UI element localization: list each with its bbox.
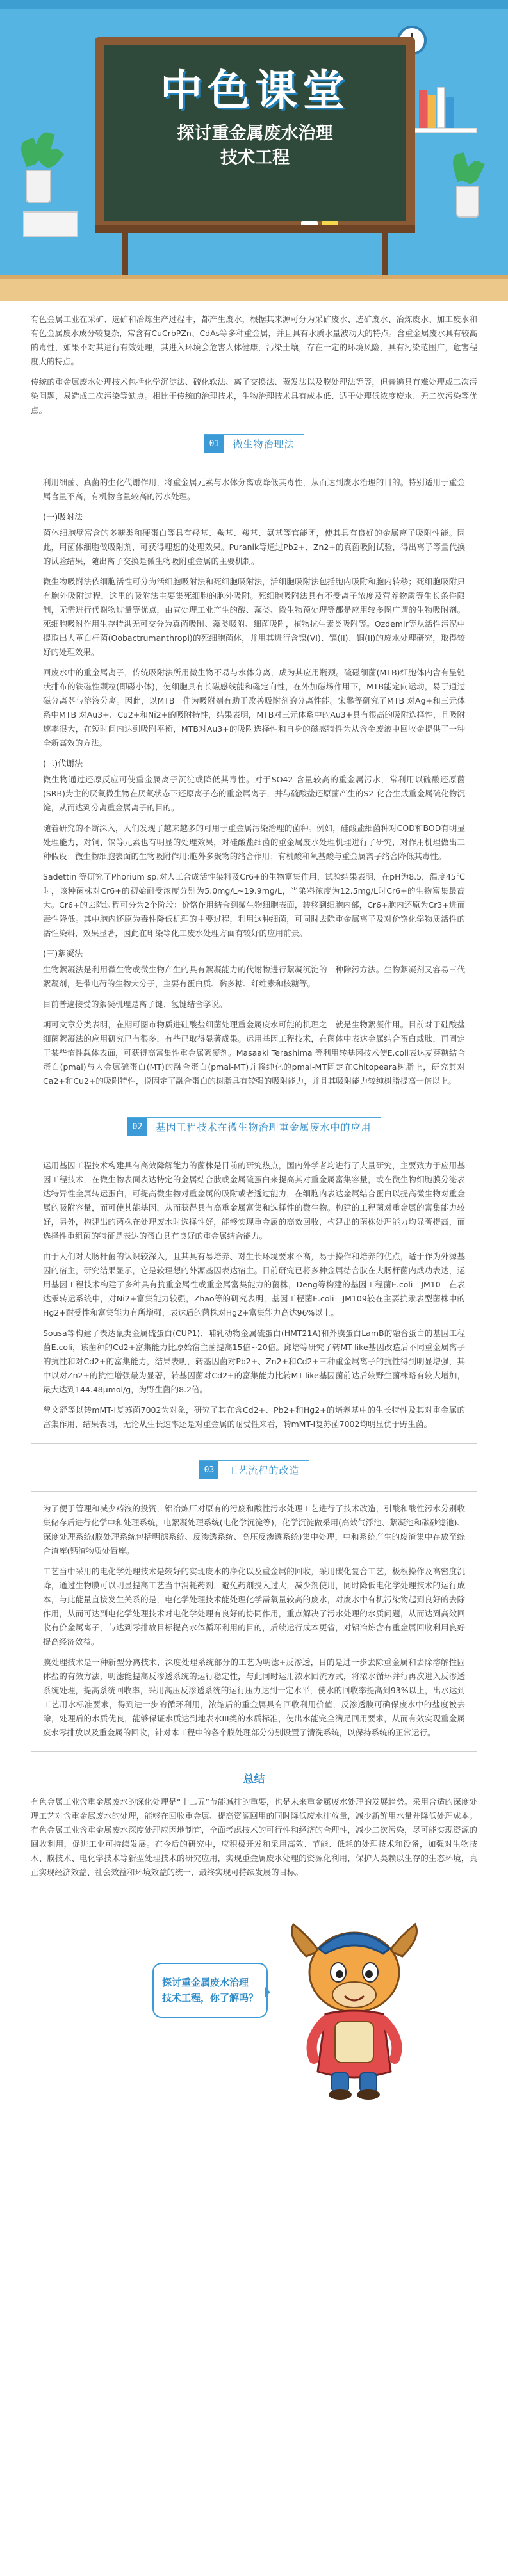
plant-icon (26, 170, 51, 203)
summary-paragraph: 有色金属工业含重金属废水的深化处理是“十二五”节能减排的重要，也是未来重金属废水处理的发展趋势。采用合适的深度处理工艺对含重金属废水的处理，能够在回收重金属、提高资源回用的同时降低废水排放量，减少新鲜用水量并降低处理成本。有色金属工业含重金属废水深度处理应因地制宜，全面考虑技术的可行性和经济的合理性，减少二次污染，尽可能实现资源的回收利用，促进工业可持续发展。在今后的研究中，应积极开发和采用高效、节能、低耗的处理技术和设备，加强对生物技术、膜技术、电化学技术等新型处理技术的研究应用，实现重金属废水处理的资源化利用，保护人类赖以生存的生态环境，真正实现经济效益、社会效益和环境效益的统一，最终实现可持续发展的目标。 (31, 1797, 477, 1877)
section-heading (31, 434, 477, 453)
section-heading (31, 1117, 477, 1136)
section-paragraph: 朝可文章分类表明，在期可图市物质进硅酸盐细菌处理重金属废水可能的机理之一就是生物絮凝作用。目前对于硅酸盐细菌絮凝法的应用研究已有很多，有些已取得显著成果。运用基因工程技术，在菌体中表达金属结合蛋白或肽，再固定于某些惰性载体表面，可获得高富集性重金属絮凝剂。Masaaki Terashima 等利用转基因技术使E.coli表达麦芽糖结合蛋白(pmal)与人金属硫蛋白(MT)的融合蛋白(pmal-MT)并将纯化的pmal-MT固定在Chitopeara树脂上，研究其对Ca2+和Cu2+的吸附特性，说固定了融合蛋白的树脂具有较强的吸附能力，并且其吸附能力较纯树脂提高十倍以上。 (43, 1020, 465, 1086)
section-heading (31, 1460, 477, 1479)
mascot-character (281, 1912, 428, 2104)
section-paragraph: Sadettin 等研究了Phorium sp.对人工合成活性染料及Cr6+的生物富集作用，试验结果表明，在pH为8.5，温度45℃时，该种菌株对Cr6+的初始耐受浓度分别为5.0mg/L~19.9mg/L，当染料浓度为12.5mg/L时Cr6+的生物富集最高大。Cr6+的去除过程可分为2个阶段：价铬作用结合到微生物细胞表面，转移到细胞内部，Cr6+胞内还原为Cr3+进而毒性降低。其中胞内还原为毒性降低机理的主要过程，利用这种细菌，可同时去除重金属离子及对价铬化学物质活性的活性染料，效果显著，因此在印染等化工废水处理方面有较好的应用前景。 (43, 872, 465, 938)
section-paragraph: 运用基因工程技术构建具有高效降解能力的菌株是目前的研究热点，国内外学者均进行了大量研究，主要致力于应用基因工程技术，在微生物表面表达特定的金属结合肽或金属硫蛋白来提高其对重金属富集容量，或在微生物细胞膜分泌表达特异性金属转运蛋白，可提高微生物对重金属的吸附或者透过能力，在细胞内表达金属结合蛋白以提高微生物对重金属的吸附容量，而可使其能基因，从而获得具有高重金属富集和选择性的微生物。构建的工程菌对重金属的富集能力较好，另外，构建出的菌株在处理废水时选择性好，能够实现重金属的高效回收，构建出的菌株处理能力均显著提高，而选择性重组菌的特征是表达的蛋白具有良好的重金属结合能力。 (43, 1161, 465, 1241)
desk-shape (23, 211, 78, 237)
shelf-shape (413, 128, 477, 133)
section-paragraph: 生物絮凝法是利用微生物或微生物产生的具有絮凝能力的代谢物进行絮凝沉淀的一种除污方法。生物絮凝剂又容易三代絮凝剂，是带电荷的生物大分子，主要有蛋白质、黏多糖、纤维素和核糖等。 (43, 965, 465, 988)
subsection-heading: (三)絮凝法 (43, 949, 83, 959)
intro-paragraph: 有色金属工业在采矿、选矿和冶炼生产过程中，都产生废水，根据其来源可分为采矿废水、选矿废水、冶炼废水、加工废水和有色金属废水成分较复杂，常含有CuCrbPZn、CdAs等多种重金属，并且具有水质水量波动大的特点。含重金属废水具有较高的毒性，如果不对其进行有效处理，其进入环境会危害人体健康，污染土壤，存在一定的环境风险，具有污染范围广，危害程度大的特点。 (31, 314, 477, 366)
easel-leg (122, 233, 128, 279)
section-pill (204, 434, 304, 453)
section-number: 03 (199, 1461, 218, 1479)
section-paragraph: 曾文舒等以转mMT-Ⅰ复苏菌7002为对象，研究了其在含Cd2+、Pb2+和Hg2+的培养基中的生长特性及其对重金属的富集作用，结果表明，无论从生长速率还是对重金属的耐受性来看，转mMT-Ⅰ复苏菌7002均明显优于野生菌。 (43, 1405, 465, 1429)
plant-icon (456, 186, 479, 218)
banner-subtitle-line2: 技术工程 (220, 148, 290, 168)
speech-bubble (152, 1963, 268, 2018)
section-paragraph: 利用细菌、真菌的生化代谢作用，将重金属元素与水体分离或降低其毒性，从而达到废水治理的目的。特别适用于重金属含量不高，有机物含量较高的污水处理。 (43, 478, 465, 501)
article-body (0, 312, 508, 2161)
section-paragraph: 随着研究的不断深入，人们发现了越来越多的可用于重金属污染治理的菌种。例如，硅酸盐细菌种对COD和BOD有明显处理能力，对铜、镉等元素也有明显的处理效果，对硅酸盐细菌的重金属废水处理机理进行了研究，对作用机理做出三种假设：微生物细胞表面的生物吸附作用;胞外多聚物的络合作用；有机酸和氧基酸与重金属离子络合降低其毒性。 (43, 823, 465, 861)
section-paragraph: 为了便于管理和减少药液的投资，铝冶炼厂对原有的污废和酸性污水处理工艺进行了技术改造，引酸和酸性污水分别收集储存后进行化学中和处理系统，电絮凝处理系统(电化学沉淀等)，化学沉淀做采用(高效气浮池、絮凝池和碳砂滤池)、深度处理系统(膜处理系统包括明滤系统、反渗透系统、高压反渗透系统)集中处理，中和系统产生的废渣集中存放至综合渣库(钙渣物质处置库。 (43, 1504, 465, 1556)
banner-title: 中色课堂 (160, 66, 350, 115)
section-paragraph: 微生物吸附法依细胞活性可分为活细胞吸附法和死细胞吸附法，活细胞吸附法包括胞内吸附和胞内转移；死细胞吸附只有胞外吸附过程，这里的吸附法主要集死细胞的胞外吸附。死细胞吸附法具有不受离子浓度及营养物质等生长条件限制，无需进行代谢物过量等优点，由宣处理工业产生的酸、藻类、微生物预处理等都是应用较多图广谓的生物吸附剂。死细胞吸附作用生存特洪无可交分为真菌吸附、藻类吸附、细菌吸附，植物抗生素类吸附等。Ozdemir等从活性污泥中提取出人革白杆菌(Oobactrumanthropi)的死细胞菌体，并用其进行含镍(VI)、镉(II)、铜(II)的废水处理研究，取得较好的处理效果。 (43, 577, 465, 657)
section-title: 工艺流程的改造 (227, 1464, 300, 1476)
mascot-area (31, 1886, 477, 2161)
section-box (31, 465, 477, 1100)
banner-subtitle (104, 122, 406, 170)
section-paragraph: 回废水中的重金属离子，传统吸附法所用微生物不易与水体分离，成为其应用瓶颈。硫磁细菌(MTB)细胞体内含有呈链状排布的铁磁性颗粒(即磁小体)，使细胞具有长磁感线能和磁定向性，在外加磁场作用下，MTB能定向运动，易于通过磁分离器与溶液分离。因此，以MTB 作为吸附剂有助于改善吸附剂的分离性能。宋馨等研究了MTB 对Ag+和三元体系中MTB 对Au3+、Cu2+和Ni2+的吸附特性，结果表明，MTB对三元体系中的Au3+具有很高的吸附选择性，且吸附速率很大，在短时间内达到吸附平衡，MTB对Au3+的吸附选择性和自身的磁感特性为从含金废液中回收金提供了一种全新高效的方法。 (43, 668, 465, 748)
section-paragraph: 目前普遍接受的絮凝机理是离子键、氢键结合学说。 (43, 999, 227, 1009)
books-icon (416, 83, 474, 128)
chalk-shape (322, 221, 338, 225)
banner-top-strip (0, 0, 508, 9)
subsection-heading: (一)吸附法 (43, 513, 83, 522)
section-paragraph: 工艺当中采用的电化学处理技术是较好的实现废水的净化以及重金属的回收，采用碳化复合工艺，极板操作及高密度沉降，通过生物膜可以明显提高工艺当中消耗药剂，避免药剂投入过大，减少剂使用，同时降低电化学处理技术的运行成本，与此能量直接发生关系的是，电化学处理技术能处理化学需氧量较高的废水，对废水中有机污染物起到良好的去除作用，从而可达到电化学处理技术对电化学处理有良好的协同作用，重点解决了污水处理的水质问题，从而达到高效回收有价金属离子，与达到零排放目标提高水体循环利用的目的，后续运行成本更省，对铝冶炼含有重金属回收利用良好提高经济效益。 (43, 1566, 465, 1646)
section-title: 微生物治理法 (233, 438, 295, 450)
chalk-tray (95, 225, 415, 233)
bubble-line1: 探讨重金属废水治理 (161, 1977, 249, 1988)
section-box (31, 1148, 477, 1444)
section-title: 基因工程技术在微生物治理重金属废水中的应用 (156, 1121, 372, 1133)
section-paragraph: 微生物通过还原反应可使重金属离子沉淀或降低其毒性。对于SO42-含量较高的重金属污水，常利用以硫酸还原菌(SRB)为主的厌氧微生物在厌氧状态下还原离子态的重金属离子，并与硫酸盐还原菌产生的S2-化合生成重金属硫化物沉淀，从而达到分离重金属离子的目的。 (43, 775, 465, 812)
section-paragraph: 由于人们对大肠杆菌的认识较深入，且其具有易培养、对生长环境要求不高，易于操作和培养的优点，适于作为外源基因的宿主，研究结果显示，它是较理想的外源基因表达宿主。目前研究已将多种金属结合肽在大肠杆菌内成功表达，运用基因工程技术构建了多种具有抗重金属性或重金属富集能力的菌株，Deng等构建的基因工程菌E.coli JM10 在表达汞转运系统中，对Ni2+富集能力较强，Zhao等的研究表明，基因工程菌E.coli JM109较在主要抗汞表型菌株中的Hg2+耐受性和富集能力有所增强，表达后的菌株对Hg2+富集能力高达96%以上。 (43, 1252, 465, 1317)
bubble-line2: 技术工程，你了解吗？ (161, 1992, 258, 2004)
section-paragraph: 菌体细胞壁富含的多糖类和硬蛋白等具有羟基、羰基、羧基、氨基等官能团，使其具有良好的金属离子吸附性能。因此，用菌体细胞做吸附剂，可获得理想的处理效果。Puranik等通过Pb2+、Zn2+的真菌吸附试验，得出离子等量代换的试验结果，随出离子交换是微生物吸附重金属的主要机制。 (43, 528, 465, 566)
header-banner (0, 0, 508, 301)
section-pill (127, 1117, 381, 1136)
chalk-shape (301, 221, 318, 225)
speech-bubble-text (162, 1975, 258, 2006)
section-number: 01 (204, 435, 224, 453)
section-box (31, 1491, 477, 1752)
easel-leg (382, 233, 388, 279)
section-pill (199, 1460, 309, 1479)
section-number: 02 (127, 1118, 147, 1136)
floor (0, 279, 508, 301)
section-paragraph: 膜处理技术是一种新型分离技术，深度处理系统部分的工艺为明滤+反渗透，目的是进一步去除重金属和去除溶解性固体盐的有效方法，明滤能提高反渗透系统的运行稳定性，与此同时运用浓水回流方式，将浓水循环并行再次进入反渗透系统处理，提高系统回收率，采用高压反渗透系统的运行压力达到一定水平，使水的回收率提高到93%以上，出水达到工艺用水标准要求，得到进一步的循环利用，浓缩后的重金属具有回收利用价值，反渗透膜可确保废水中的盐度被去除，处理后的水质优良，能够保证水质达到地表水III类的水质标准，使出水能完全满足回用要求，从而有效实现重金属废水零排放以及重金属的回收，针对本工程中的各个膜处理部分分别设置了清洗系统，以保持系统的正常运行。 (43, 1657, 465, 1737)
section-paragraph: Sousa等构建了表达鼠类金属硫蛋白(CUP1)、哺乳动物金属硫蛋白(HMT21A)和外膜蛋白LamB的融合蛋白的基因工程菌E.coli，该菌种的Cd2+富集能力比原始宿主菌提高15倍~20倍。邱培等研究了转MT-like基因改造后不同重金属离子的抗性和对Cd2+的富集能力，结果表明，转基因菌对Pb2+、Zn2+和Cd2+三种重金属离子的抗性得到明显增强，其中以对Zn2+的抗性增强最为显著，转基因菌对Cd2+的富集能力比转MT-like基因菌前达后较野生菌株略有较大增加，最大达到144.48μmol/g，为野生菌的8.2倍。 (43, 1328, 465, 1394)
subsection-heading: (二)代谢法 (43, 759, 83, 769)
summary-title: 总结 (243, 1773, 265, 1786)
intro-paragraph: 传统的重金属废水处理技术包括化学沉淀法、硫化软法、离子交换法、蒸发法以及膜处理法等等，但普遍具有难处理或二次污染问题，易造成二次污染等缺点。相比于传统的治理技术，生物治理技术具有成本低、适于处理低浓度废水、无二次污染等优点。 (31, 377, 477, 415)
banner-subtitle-line1: 探讨重金属废水治理 (177, 124, 333, 143)
